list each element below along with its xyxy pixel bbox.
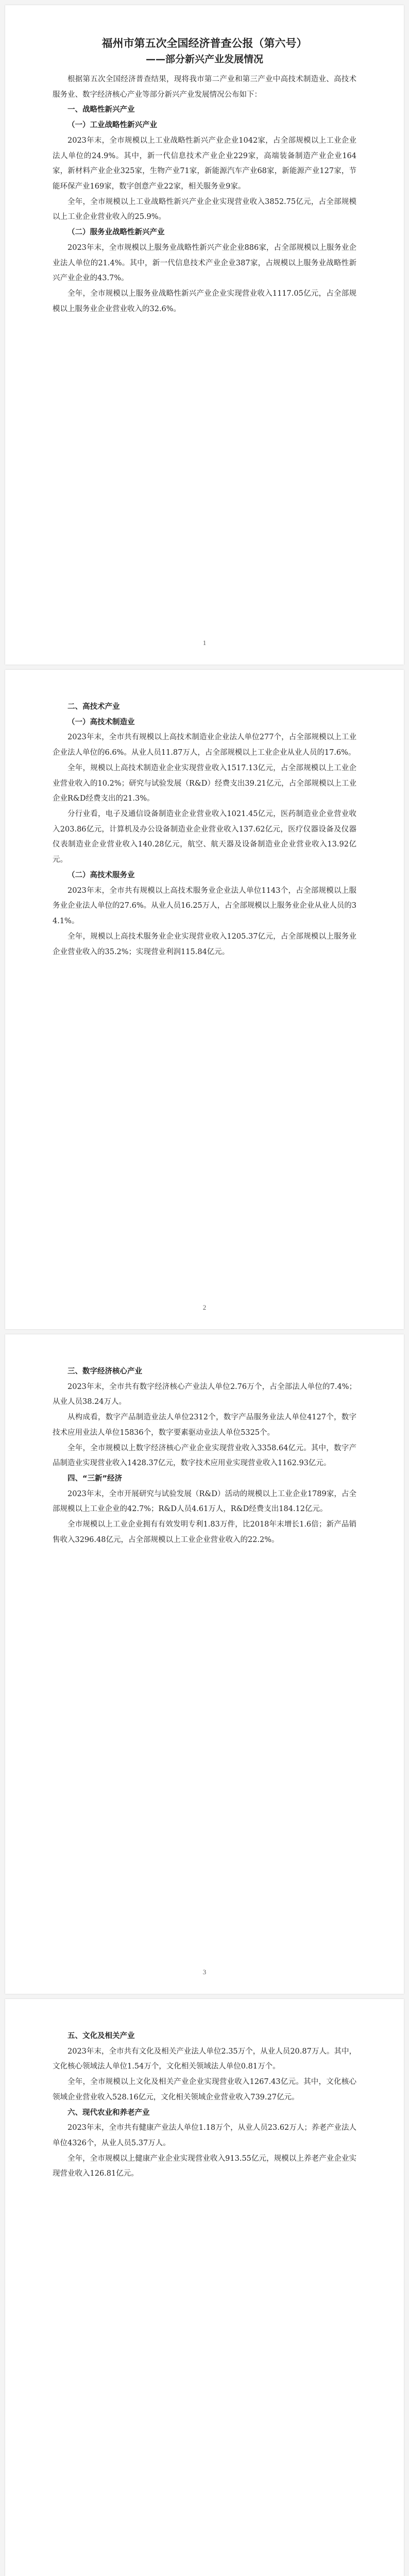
page-content [53, 2029, 356, 2182]
body-paragraph: 全年，全市规模以上健康产业企业实现营业收入913.55亿元，规模以上养老产业企业实现营业收入126.81亿元。 [53, 2154, 356, 2178]
body-paragraph: 全年，规模以上高技术制造业企业实现营业收入1517.13亿元，占全部规模以上工业企业营业收入的10.2%；研究与试验发展（R&D）经费支出39.21亿元，占全部规模以上工业企业R&D经费支出的21.3%。 [53, 764, 356, 803]
body-paragraph: 2023年末，全市共有健康产业法人单位1.18万个，从业人员23.62万人；养老产业法人单位4326个，从业人员5.37万人。 [53, 2124, 356, 2148]
body-paragraph: 从构成看，数字产品制造业法人单位2312个，数字产品服务业法人单位4127个，数字技术应用业法人单位15836个，数字要素驱动业法人单位5325个。 [53, 1413, 356, 1437]
page-3 [5, 1334, 404, 1994]
body-paragraph: 2023年末，全市开展研究与试验发展（R&D）活动的规模以上工业企业1789家，占全部规模以上工业企业的42.7%；R&D人员4.61万人，R&D经费支出184.12亿元。 [53, 1489, 356, 1514]
page-number: 3 [202, 1968, 207, 1976]
body-paragraph: 根据第五次全国经济普查结果，现将我市第二产业和第三产业中高技术制造业、高技术服务业、数字经济核心产业等部分新兴产业发展情况公布如下： [53, 75, 356, 99]
page-subtitle: ——部分新兴产业发展情况 [145, 53, 263, 65]
page-content [53, 72, 356, 317]
page-1 [5, 5, 404, 665]
section-heading: （二）高技术服务业 [67, 871, 135, 879]
body-paragraph: 全年，全市规模以上数字经济核心产业企业实现营业收入3358.64亿元。其中，数字产品制造业实现营业收入1428.37亿元，数字技术应用业实现营业收入1162.93亿元。 [53, 1444, 356, 1468]
section-heading: 二、高技术产业 [67, 703, 120, 711]
body-paragraph: 全市规模以上工业企业拥有有效发明专利1.83万件，比2018年末增长1.6倍；新产品销售收入3296.48亿元，占全部规模以上工业企业营业收入的22.2%。 [53, 1520, 356, 1544]
body-paragraph: 全年，全市规模以上文化及相关产业企业实现营业收入1267.43亿元。其中，文化核心领域企业营业收入528.16亿元，文化相关领域企业营业收入739.27亿元。 [53, 2078, 356, 2102]
body-paragraph: 2023年末，全市共有规模以上高技术制造业企业法人单位277个，占全部规模以上工业企业法人单位的6.6%。从业人员11.87万人，占全部规模以上工业企业从业人员的17.6%。 [53, 733, 356, 757]
body-paragraph: 2023年末，全市规模以上服务业战略性新兴产业企业886家，占全部规模以上服务业企业法人单位的21.4%。其中，新一代信息技术产业企业387家，占规模以上服务业战略性新兴产业企业的43.7%。 [53, 243, 356, 283]
page-number: 2 [202, 1303, 207, 1311]
body-paragraph: 分行业看，电子及通信设备制造业企业营业收入1021.45亿元，医药制造业企业营业收入203.86亿元，计算机及办公设备制造业企业营业收入137.62亿元，医疗仪器设备及仪器仪表制造业企业营业收入140.28亿元，航空、航天器及设备制造业企业营业收入13.92亿元。 [53, 810, 356, 865]
page-content [53, 700, 356, 960]
section-heading: 六、现代农业和养老产业 [67, 2108, 150, 2117]
page-2 [5, 670, 404, 1329]
body-paragraph: 2023年末，全市共有规模以上高技术服务业企业法人单位1143个，占全部规模以上服务业企业法人单位的27.6%。从业人员16.25万人，占全部规模以上服务业企业从业人员的34.1%。 [53, 886, 356, 926]
page-title: 福州市第五次全国经济普查公报（第六号） [101, 37, 308, 49]
section-heading: （一）高技术制造业 [67, 718, 135, 726]
body-paragraph: 全年，全市规模以上服务业战略性新兴产业企业实现营业收入1117.05亿元，占全部规模以上服务业企业营业收入的32.6%。 [53, 290, 356, 313]
section-heading: （二）服务业战略性新兴产业 [67, 228, 165, 237]
section-heading: 三、数字经济核心产业 [67, 1367, 142, 1376]
section-heading: 一、战略性新兴产业 [67, 106, 135, 114]
page-content [53, 1364, 356, 1548]
body-paragraph: 全年，规模以上高技术服务业企业实现营业收入1205.37亿元，占全部规模以上服务业企业营业收入的35.2%；实现营业利润115.84亿元。 [53, 932, 356, 956]
page-number: 1 [202, 639, 207, 647]
section-heading: （一）工业战略性新兴产业 [67, 121, 157, 130]
body-paragraph: 2023年末，全市共有文化及相关产业法人单位2.35万个，从业人员20.87万人。其中，文化核心领域法人单位1.54万个，文化相关领域法人单位0.81万个。 [53, 2047, 356, 2071]
body-paragraph: 2023年末，全市规模以上工业战略性新兴产业企业1042家，占全部规模以上工业企业法人单位的24.9%。其中，新一代信息技术产业企业229家，高端装备制造产业企业164家，新材料产业企业325家，生物产业71家，新能源汽车产业68家，新能源产业127家，节能环保产业169家，数字创意产业22家，相关服务业9家。 [53, 136, 356, 191]
section-heading: 四、“三新”经济 [67, 1475, 123, 1483]
body-paragraph: 2023年末，全市共有数字经济核心产业法人单位2.76万个，占全部法人单位的7.4%；从业人员38.24万人。 [53, 1382, 356, 1406]
section-heading: 五、文化及相关产业 [67, 2032, 135, 2040]
page-4 [5, 1999, 404, 2576]
body-paragraph: 全年，全市规模以上工业战略性新兴产业企业实现营业收入3852.75亿元，占全部规模以上工业企业营业收入的25.9%。 [53, 197, 356, 222]
